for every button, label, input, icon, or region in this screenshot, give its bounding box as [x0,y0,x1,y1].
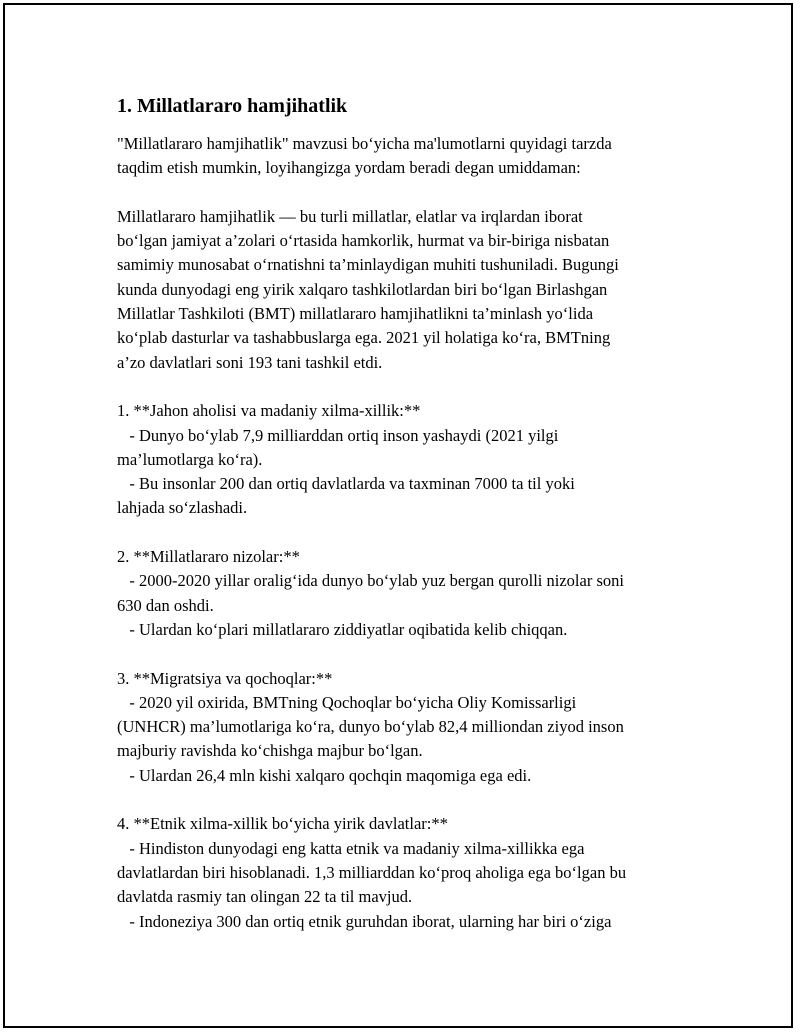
section-line: (UNHCR) ma’lumotlariga ko‘ra, dunyo bo‘ylab 82,4 milliondan ziyod inson [117,717,624,737]
paragraph-spacer [117,181,697,205]
section-line: majburiy ravishda ko‘chishga majbur bo‘lgan. [117,741,423,761]
section-line: - Indoneziya 300 dan ortiq etnik guruhdan iborat, ularning har biri o‘ziga [117,911,612,931]
paragraph-spacer [117,788,697,812]
section-line: davlatlardan biri hisoblanadi. 1,3 milliarddan ko‘proq aholiga ega bo‘lgan bu [117,862,627,882]
section-line: 630 dan oshdi. [117,595,214,615]
intro-line: "Millatlararo hamjihatlik" mavzusi bo‘yicha ma'lumotlarni quyidagi tarzda [117,134,612,153]
definition-paragraph [117,205,697,375]
paragraph-line: a’zo davlatlari soni 193 tani tashkil etdi. [117,352,383,372]
paragraph-line: samimiy munosabat o‘rnatishni ta’minlaydigan muhiti tushuniladi. Bugungi [117,255,619,275]
paragraph-spacer [117,375,697,399]
section-line: lahjada so‘zlashadi. [117,498,248,518]
paragraph-line: Millatlararo hamjihatlik — bu turli millatlar, elatlar va irqlardan iborat [117,206,583,226]
section-line: davlatda rasmiy tan olingan 22 ta til mavjud. [117,887,413,907]
paragraph-spacer [117,642,697,666]
paragraph-line: ko‘plab dasturlar va tashabbuslarga ega. 2021 yil holatiga ko‘ra, BMTning [117,328,611,348]
section-ethnic-diversity [117,812,697,933]
section-migration [117,667,697,788]
section-heading: 2. **Millatlararo nizolar:** [117,547,300,567]
section-line: - 2000-2020 yillar oralig‘ida dunyo bo‘ylab yuz bergan qurolli nizolar soni [117,571,624,591]
section-conflicts [117,545,697,642]
section-line: ma’lumotlarga ko‘ra). [117,449,263,469]
section-heading: 1. **Jahon aholisi va madaniy xilma-xillik:** [117,401,421,421]
section-line: - Bu insonlar 200 dan ortiq davlatlarda va taxminan 7000 ta til yoki [117,474,575,494]
section-line: - Hindiston dunyodagi eng katta etnik va madaniy xilma-xillikka ega [117,838,585,858]
section-world-population [117,399,697,520]
paragraph-line: kunda dunyodagi eng yirik xalqaro tashkilotlardan biri bo‘lgan Birlashgan [117,279,608,299]
document-title: 1. Millatlararo hamjihatlik [117,95,348,117]
paragraph-spacer [117,521,697,545]
intro-paragraph [117,132,697,181]
intro-line: taqdim etish mumkin, loyihangizga yordam beradi degan umiddaman: [117,158,581,178]
section-heading: 4. **Etnik xilma-xillik bo‘yicha yirik davlatlar:** [117,814,448,834]
section-heading: 3. **Migratsiya va qochoqlar:** [117,668,333,688]
paragraph-line: bo‘lgan jamiyat a’zolari o‘rtasida hamkorlik, hurmat va bir-biriga nisbatan [117,231,610,251]
section-line: - Dunyo bo‘ylab 7,9 milliarddan ortiq inson yashaydi (2021 yilgi [117,425,559,445]
section-line: - Ulardan 26,4 mln kishi xalqaro qochqin maqomiga ega edi. [117,765,532,785]
section-line: - 2020 yil oxirida, BMTning Qochoqlar bo‘yicha Oliy Komissarligi [117,692,577,712]
document-body [117,94,697,934]
section-line: - Ulardan ko‘plari millatlararo ziddiyatlar oqibatida kelib chiqqan. [117,619,568,639]
paragraph-line: Millatlar Tashkiloti (BMT) millatlararo hamjihatlikni ta’minlash yo‘lida [117,304,594,324]
